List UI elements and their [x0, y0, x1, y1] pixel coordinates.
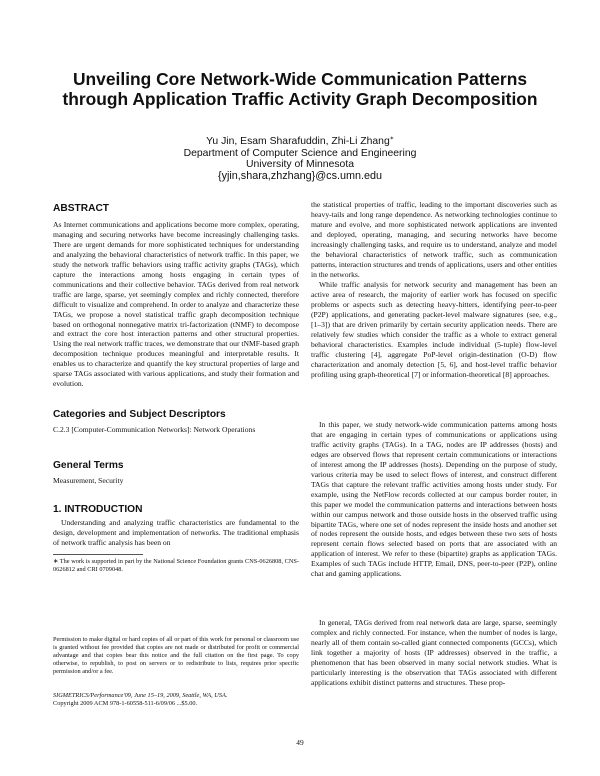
conference-venue: SIGMETRICS/Performance'09, June 15–19, 2009, Seattle, WA, USA.	[53, 692, 228, 699]
categories-heading: Categories and Subject Descriptors	[53, 409, 226, 420]
introduction-paragraph-1-start: Understanding and analyzing traffic characteristics are fundamental to the design, development and implementation of networks. The traditional emphasis of network traffic analysis has been on	[53, 518, 299, 547]
categories-text: C.2.3 [Computer-Communication Networks]: Network Operations	[53, 425, 256, 434]
author-footnote-mark: ∗	[389, 135, 394, 142]
paper-title-line-2: through Application Traffic Activity Graph Decomposition	[62, 89, 538, 109]
introduction-paragraph-1-cont: the statistical properties of traffic, leading to the important discoveries such as heavy-tails and long range dependence. As networking technologies continue to mature and evolve, and more sophisticated network applications are invented and deployed, operating, managing, and securing networks have become increasingly challenging tasks, and require us to understand, analyze and model the behavioral characteristics of network traffic, such as communication patterns, interaction structures and trends of applications, users and other entities in the networks.	[311, 200, 557, 279]
permission-notice: Permission to make digital or hard copies of all or part of this work for personal or classroom use is granted without fee provided that copies are not made or distributed for profit or commercial advantage and that copies bear this notice and the full citation on the first page. To copy otherwise, to republish, to post on servers or to redistribute to lists, requires prior specific permission and/or a fee.	[53, 636, 299, 675]
paper-title-line-1: Unveiling Core Network-Wide Communication Patterns	[73, 69, 527, 89]
affiliation-department: Department of Computer Science and Engineering	[183, 148, 417, 159]
introduction-paragraph-3: In this paper, we study network-wide communication patterns among hosts that are engaging in certain types of communications or applications using traffic activity graphs (TAGs). In a TAG, nodes are IP addresses (hosts) and edges are observed flows that represent certain communications or interactions of interest among the IP addresses (hosts). Depending on the purpose of study, various criteria may be used to select flows of interest, and construct different TAGs that capture the relevant traffic activities among hosts under study. For example, using the NetFlow records collected at our campus border router, in this paper we model the communication patterns and interactions between hosts within our campus network and those outside hosts in the observed traffic using bipartite TAGs, where one set of nodes represent the inside hosts and another set of nodes represent the outside hosts, and edges between these two sets of hosts represent certain flows selected based on ports that are associated with an application of interest. We refer to these (bipartite) graphs as application TAGs. Examples of such TAGs include HTTP, Email, DNS, peer-to-peer (P2P), online chat and gaming applications.	[311, 420, 557, 579]
funding-footnote	[53, 558, 299, 574]
footnote-mark: ∗	[53, 558, 59, 565]
affiliation-university: University of Minnesota	[246, 159, 354, 170]
author-email: {yjin,shara,zhzhang}@cs.umn.edu	[217, 170, 382, 182]
general-terms-text: Measurement, Security	[53, 476, 124, 485]
author-names: Yu Jin, Esam Sharafuddin, Zhi-Li Zhang	[206, 136, 390, 147]
abstract-heading: ABSTRACT	[53, 203, 110, 214]
copyright-notice: Copyright 2009 ACM 978-1-60558-511-6/09/06 ...$5.00.	[53, 700, 198, 707]
introduction-paragraph-4: In general, TAGs derived from real network data are large, sparse, seemingly complex and richly connected. For instance, when the number of nodes is large, nearly all of them contain so-called giant connected components (GCCs), which link together a majority of hosts (IP addresses) observed in the traffic, a phenomenon that has been observed in many social network studies. What is particularly interesting is the observation that TAGs associated with different applications exhibit distinct patterns and structures. These prop-	[311, 618, 557, 687]
footnote-divider	[53, 554, 143, 555]
author-list	[100, 136, 500, 148]
general-terms-heading: General Terms	[53, 460, 124, 471]
introduction-paragraph-2: While traffic analysis for network security and management has been an active area of research, the majority of earlier work has focused on specific problems or aspects such as detecting heavy-hitters, identifying peer-to-peer (P2P) applications, and generating packet-level malware signatures (see, e.g., [1–3]) that are driven primarily by certain security application needs. There are relatively few studies which consider the traffic as a whole to extract general behavioral characteristics. Examples include individual (5-tuple) flow-level traffic clustering [4], aggregate PoP-level origin-destination (O-D) flow characterization and anomaly detection [5, 6], and host-level traffic behavior profiling using graph-theoretical [7] or information-theoretical [8] approaches.	[311, 280, 557, 379]
footnote-text: The work is supported in part by the National Science Foundation grants CNS-0626808, CNS-0626812 and CRI 0709048.	[53, 558, 299, 573]
page-number: 49	[296, 738, 304, 747]
introduction-heading: 1. INTRODUCTION	[53, 504, 143, 515]
abstract-text: As Internet communications and applications become more complex, operating, managing and securing networks have become increasingly challenging tasks. There are urgent demands for more sophisticated techniques for understanding and analyzing the behavioral characteristics of network traffic. In this paper, we study the network traffic behaviors using traffic activity graphs (TAGs), which capture the interactions among hosts engaging in certain types of communications and their collective behavior. TAGs derived from real network traffic are large, sparse, yet seemingly complex and richly connected, therefore difficult to visualize and comprehend. In order to analyze and characterize these TAGs, we propose a novel statistical traffic graph decomposition technique based on orthogonal nonnegative matrix tri-factorization (tNMF) to decompose and extract the core host interaction patterns and other structural properties. Using the real network traffic traces, we demonstrate that our tNMF-based graph decomposition technique produces meaningful and interpretable results. It enables us to characterize and quantify the key structural properties of large and sparse TAGs associated with various applications, and study their formation and evolution.	[53, 220, 299, 389]
